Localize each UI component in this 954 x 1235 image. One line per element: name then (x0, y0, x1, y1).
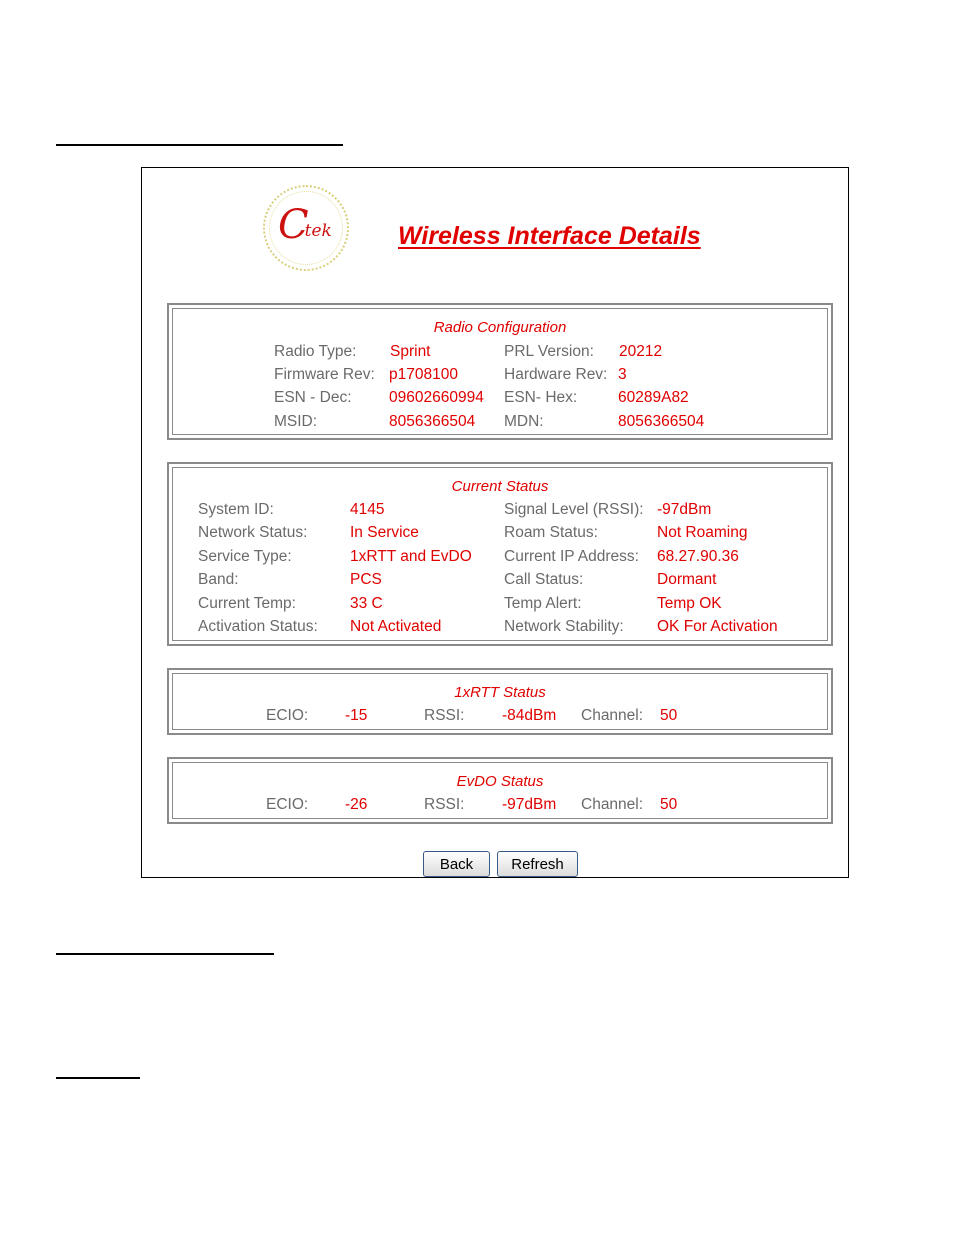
1xrtt-status-heading: 1xRTT Status (454, 684, 546, 701)
ctek-logo (263, 185, 349, 271)
logo-letter-c: C (278, 202, 309, 248)
esn-dec-value: 09602660994 (389, 389, 484, 406)
network-stability-value: OK For Activation (657, 618, 778, 635)
current-ip-value: 68.27.90.36 (657, 548, 739, 565)
firmware-rev-label: Firmware Rev: (274, 366, 375, 383)
network-status-value: In Service (350, 524, 419, 541)
current-ip-label: Current IP Address: (504, 548, 639, 565)
evdo-status-heading: EvDO Status (456, 773, 544, 790)
signal-level-value: -97dBm (657, 501, 712, 518)
activation-status-value: Not Activated (350, 618, 442, 635)
1xrtt-channel-label: Channel: (581, 707, 644, 724)
service-type-value: 1xRTT and EvDO (350, 548, 472, 565)
radio-type-value: Sprint (390, 343, 431, 360)
network-stability-label: Network Stability: (504, 618, 624, 635)
evdo-ecio-value: -26 (345, 796, 368, 813)
section-underline-bottom (56, 1077, 140, 1079)
esn-hex-value: 60289A82 (618, 389, 689, 406)
logo-letters-tek: tek (304, 221, 332, 241)
temp-alert-label: Temp Alert: (504, 595, 582, 612)
back-button[interactable]: Back (423, 851, 490, 877)
evdo-rssi-value: -97dBm (502, 796, 557, 813)
firmware-rev-value: p1708100 (389, 366, 458, 383)
system-id-label: System ID: (198, 501, 274, 518)
evdo-status-panel (167, 757, 833, 824)
1xrtt-status-panel (167, 668, 833, 735)
refresh-button[interactable]: Refresh (497, 851, 578, 877)
1xrtt-ecio-value: -15 (345, 707, 368, 724)
1xrtt-channel-value: 50 (660, 707, 678, 724)
1xrtt-ecio-label: ECIO: (266, 707, 309, 724)
page-title: Wireless Interface Details (398, 222, 701, 250)
roam-status-label: Roam Status: (504, 524, 598, 541)
temp-alert-value: Temp OK (657, 595, 722, 612)
mdn-value: 8056366504 (618, 413, 705, 430)
current-status-panel (167, 462, 833, 646)
evdo-channel-value: 50 (660, 796, 678, 813)
1xrtt-rssi-value: -84dBm (502, 707, 557, 724)
band-label: Band: (198, 571, 239, 588)
evdo-rssi-label: RSSI: (424, 796, 465, 813)
current-temp-label: Current Temp: (198, 595, 296, 612)
network-status-label: Network Status: (198, 524, 308, 541)
radio-type-label: Radio Type: (274, 343, 357, 360)
roam-status-value: Not Roaming (657, 524, 748, 541)
wireless-interface-screenshot (141, 167, 849, 878)
esn-hex-label: ESN- Hex: (504, 389, 578, 406)
hardware-rev-value: 3 (618, 366, 627, 383)
system-id-value: 4145 (350, 501, 385, 518)
hardware-rev-label: Hardware Rev: (504, 366, 608, 383)
service-type-label: Service Type: (198, 548, 292, 565)
msid-value: 8056366504 (389, 413, 476, 430)
current-status-heading: Current Status (451, 478, 549, 495)
prl-version-value: 20212 (619, 343, 663, 360)
logo-text (278, 202, 348, 248)
signal-level-label: Signal Level (RSSI): (504, 501, 644, 518)
radio-configuration-heading: Radio Configuration (433, 319, 567, 336)
esn-dec-label: ESN - Dec: (274, 389, 352, 406)
prl-version-label: PRL Version: (504, 343, 594, 360)
radio-configuration-panel (167, 303, 833, 440)
activation-status-label: Activation Status: (198, 618, 318, 635)
section-underline-middle (56, 953, 274, 955)
current-temp-value: 33 C (350, 595, 383, 612)
section-underline-top (56, 144, 343, 146)
call-status-value: Dormant (657, 571, 717, 588)
band-value: PCS (350, 571, 382, 588)
msid-label: MSID: (274, 413, 318, 430)
call-status-label: Call Status: (504, 571, 584, 588)
evdo-channel-label: Channel: (581, 796, 644, 813)
evdo-ecio-label: ECIO: (266, 796, 309, 813)
mdn-label: MDN: (504, 413, 544, 430)
1xrtt-rssi-label: RSSI: (424, 707, 465, 724)
